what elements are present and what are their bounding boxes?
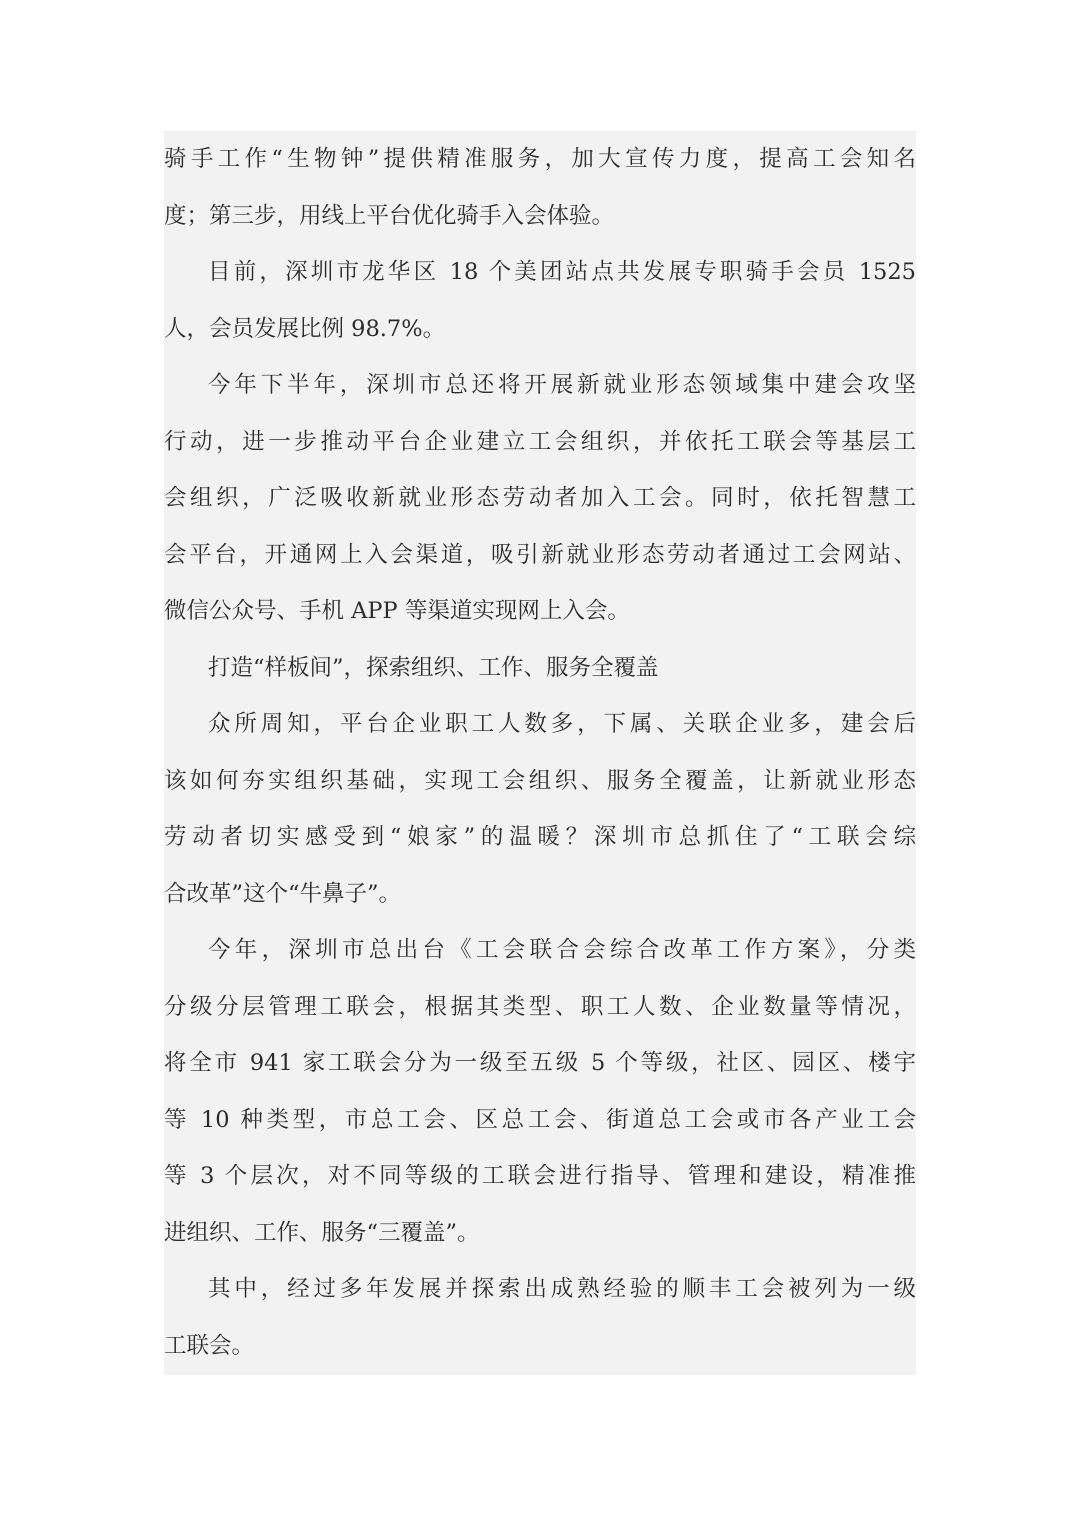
paragraph-line: 目前，深圳市龙华区 18 个美团站点共发展专职骑手会员 1525: [208, 259, 916, 285]
paragraph-line: 合改革”这个“牛鼻子”。: [164, 880, 402, 907]
paragraph-line: 今年下半年，深圳市总还将开展新就业形态领域集中建会攻坚: [208, 372, 916, 398]
article-paragraph: [164, 357, 916, 640]
paragraph-line: 人，会员发展比例 98.7%。: [164, 315, 446, 342]
article-paragraph: [164, 1261, 916, 1374]
article-paragraph: [164, 696, 916, 922]
paragraph-line: 其中，经过多年发展并探索出成熟经验的顺丰工会被列为一级: [208, 1276, 916, 1302]
article-paragraph: [164, 922, 916, 1261]
paragraph-line: 度；第三步，用线上平台优化骑手入会体验。: [164, 202, 615, 229]
article-paragraph: [164, 131, 916, 244]
paragraph-line: 今年，深圳市总出台《工会联合会综合改革工作方案》，分类: [208, 937, 916, 963]
paragraph-line: 骑手工作“生物钟”提供精准服务，加大宣传力度，提高工会知名: [164, 146, 916, 172]
paragraph-line: 等 3 个层次，对不同等级的工联会进行指导、管理和建设，精准推: [164, 1163, 916, 1189]
paragraph-line: 会组织，广泛吸收新就业形态劳动者加入工会。同时，依托智慧工: [164, 485, 916, 511]
section-heading: [164, 640, 916, 697]
paragraph-line: 分级分层管理工联会，根据其类型、职工人数、企业数量等情况，: [164, 993, 916, 1020]
article-text-block: [164, 131, 916, 1375]
paragraph-line: 该如何夯实组织基础，实现工会组织、服务全覆盖，让新就业形态: [164, 767, 916, 794]
paragraph-line: 进组织、工作、服务“三覆盖”。: [164, 1219, 480, 1246]
paragraph-line: 会平台，开通网上入会渠道，吸引新就业形态劳动者通过工会网站、: [164, 541, 916, 568]
paragraph-line: 行动，进一步推动平台企业建立工会组织，并依托工联会等基层工: [164, 428, 916, 455]
paragraph-line: 工联会。: [164, 1332, 255, 1359]
paragraph-line: 等 10 种类型，市总工会、区总工会、街道总工会或市各产业工会: [164, 1106, 916, 1133]
paragraph-line: 众所周知，平台企业职工人数多，下属、关联企业多，建会后: [208, 711, 916, 737]
paragraph-line: 将全市 941 家工联会分为一级至五级 5 个等级，社区、园区、楼宇: [164, 1050, 916, 1076]
article-paragraph: [164, 244, 916, 357]
paragraph-line: 微信公众号、手机 APP 等渠道实现网上入会。: [164, 598, 630, 624]
section-heading-line: 打造“样板间”，探索组织、工作、服务全覆盖: [208, 654, 659, 681]
paragraph-line: 劳动者切实感受到“娘家”的温暖？深圳市总抓住了“工联会综: [164, 824, 916, 850]
